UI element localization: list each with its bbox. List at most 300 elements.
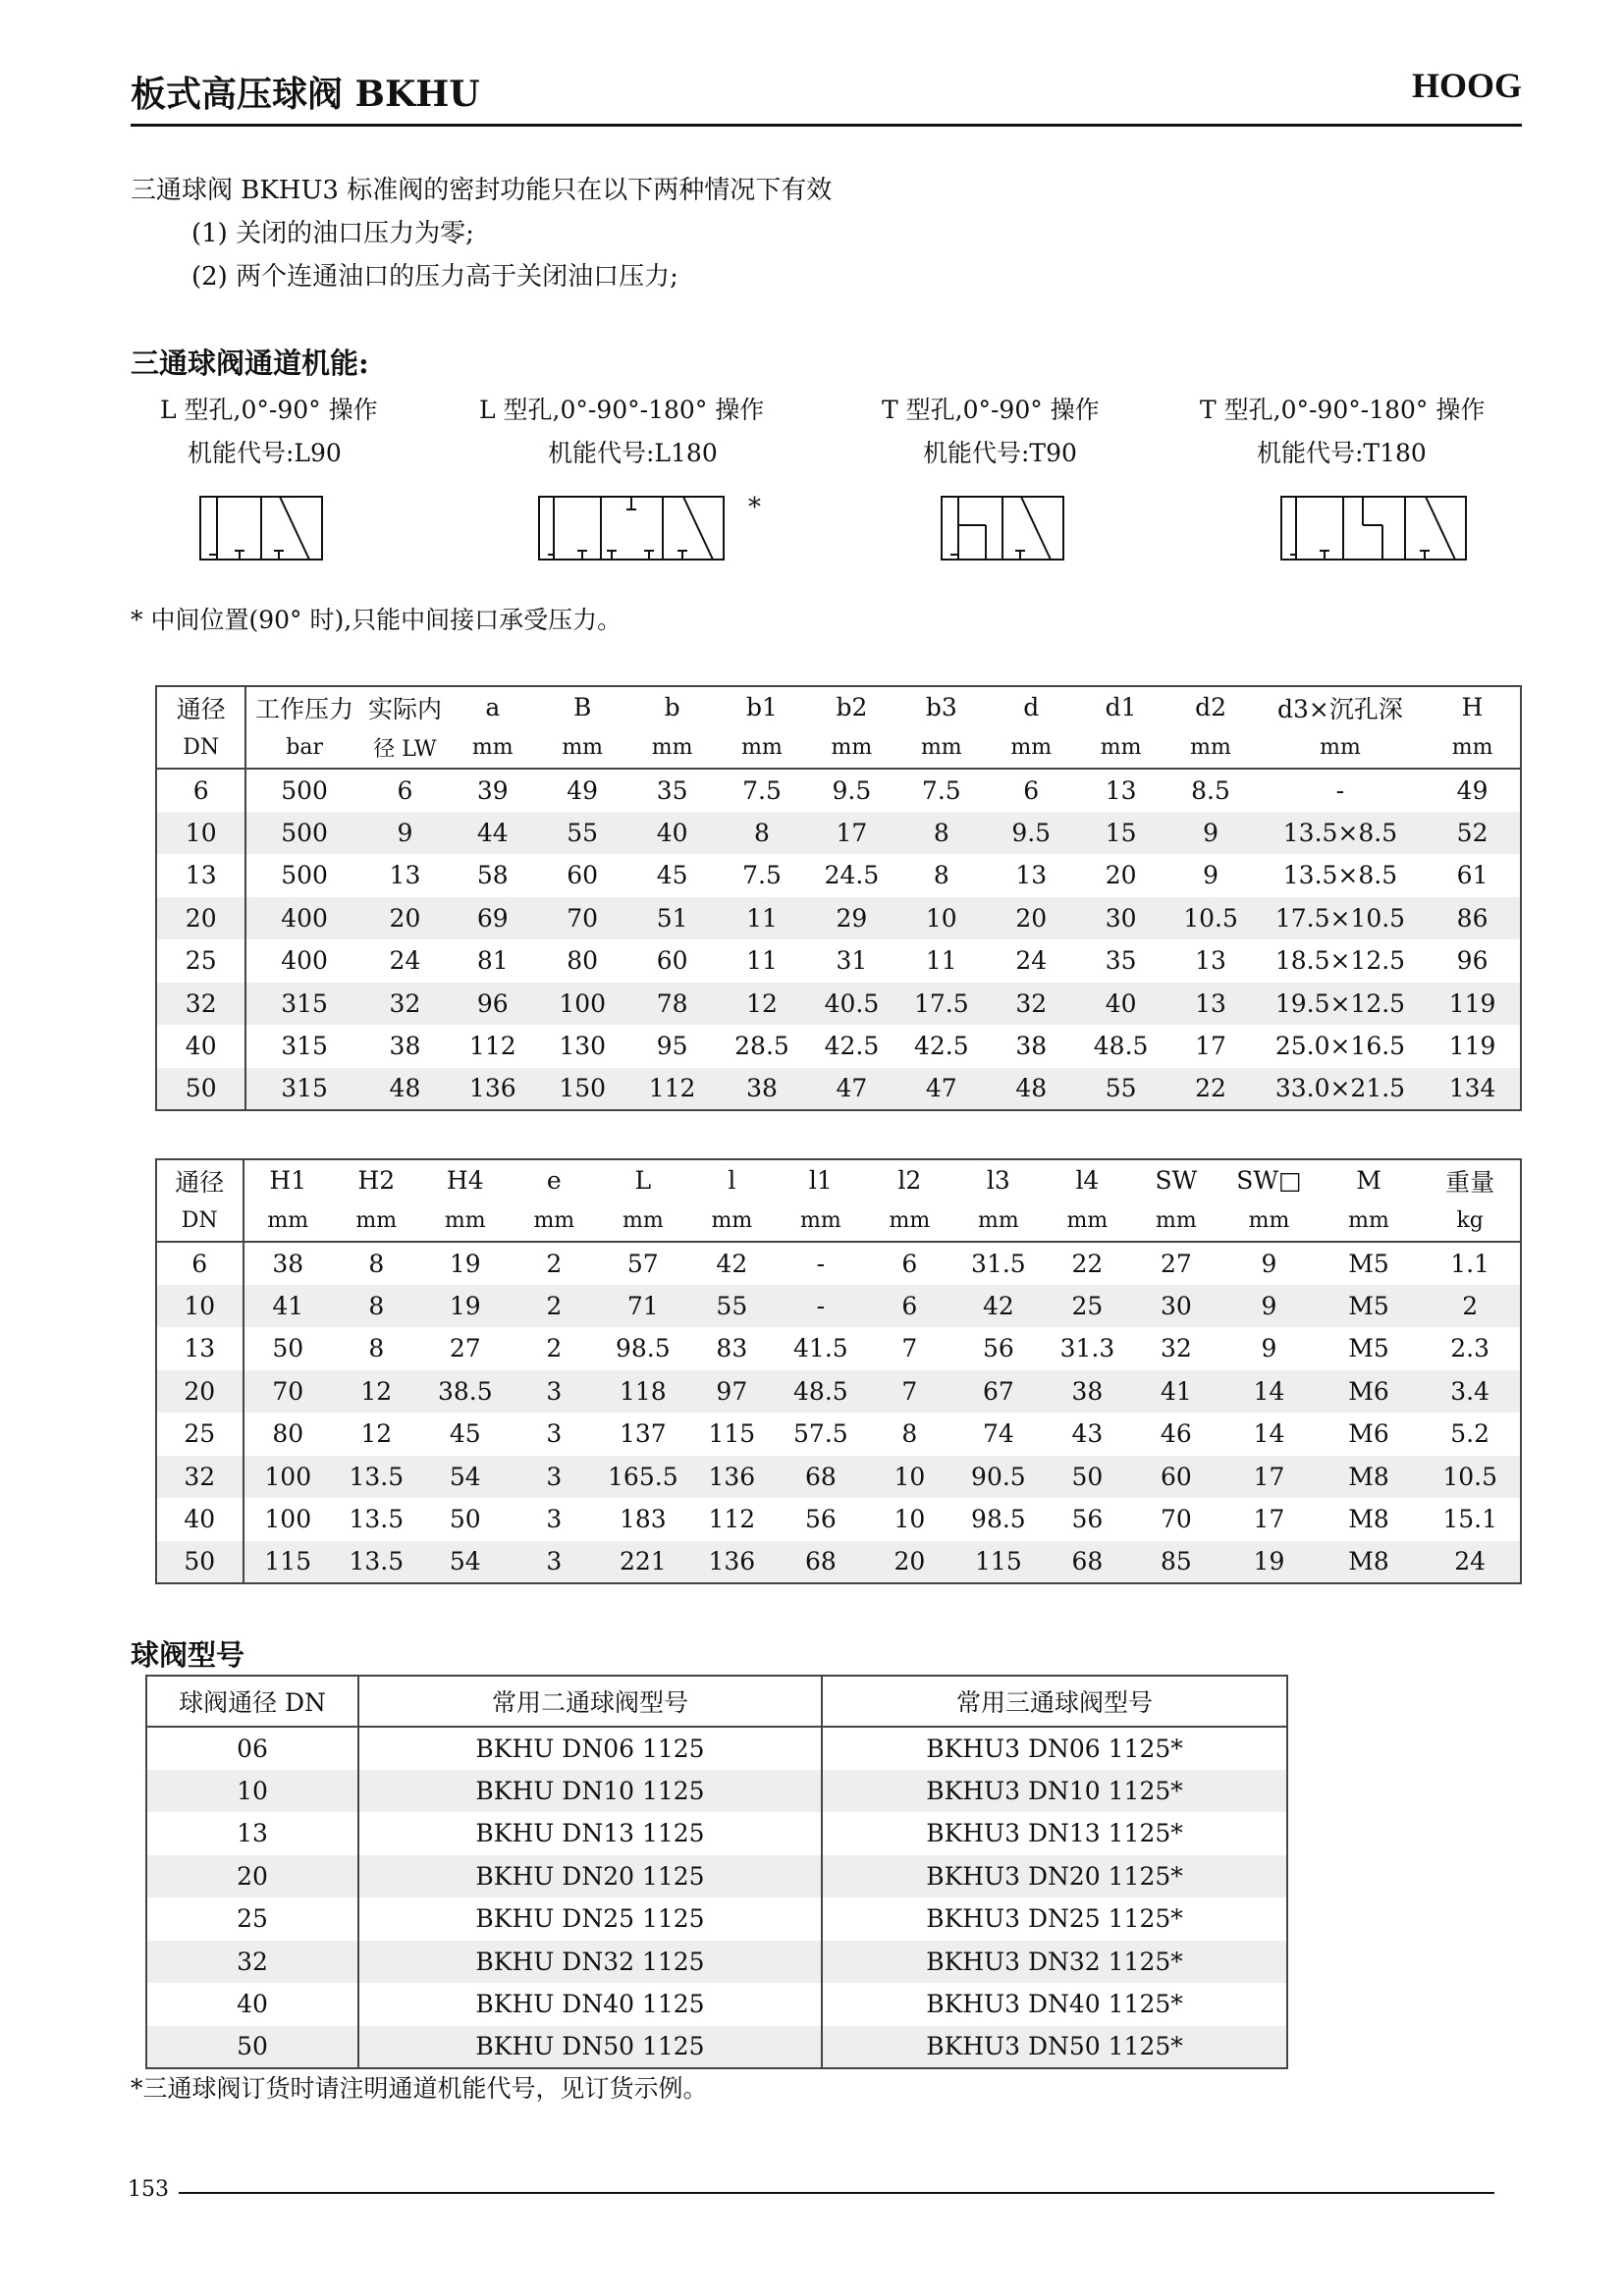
table-cell: 70 <box>567 903 599 933</box>
table-cell: 96 <box>1456 946 1489 976</box>
table-cell: 32 <box>1015 988 1048 1018</box>
table-cell: 13 <box>1105 775 1137 805</box>
table-row <box>156 812 1521 855</box>
unit-cell: mm <box>471 735 514 760</box>
unit-cell: bar <box>286 735 323 760</box>
valve-symbol-L90 <box>199 496 323 561</box>
table-unit-row <box>156 1201 1521 1242</box>
table-cell: 20 <box>389 903 421 933</box>
table-cell: 15 <box>1105 818 1137 847</box>
header-cell: H2 <box>357 1166 396 1195</box>
table-cell: 38 <box>1015 1032 1048 1061</box>
table-cell: 15.1 <box>1442 1505 1497 1534</box>
table-cell: 85 <box>1161 1547 1192 1576</box>
table-cell: 45 <box>449 1419 481 1449</box>
table-cell: 68 <box>804 1462 837 1491</box>
table-cell: 18.5×12.5 <box>1274 946 1406 976</box>
table-cell: BKHU3 DN32 1125* <box>926 1947 1183 1976</box>
table-cell: 112 <box>468 1032 516 1061</box>
table-cell: 400 <box>281 946 328 976</box>
table-cell: 42 <box>982 1291 1014 1320</box>
unit-cell: mm <box>1248 1208 1290 1233</box>
table-cell: 31.5 <box>971 1249 1026 1278</box>
table-cell: M6 <box>1348 1419 1389 1449</box>
table-row <box>146 1727 1287 1770</box>
table-cell: 10 <box>146 1770 358 1813</box>
table-cell: 50 <box>146 2026 358 2069</box>
table-cell: 13 <box>389 861 421 890</box>
table-cell: 81 <box>476 946 509 976</box>
unit-cell: mm <box>444 1208 486 1233</box>
table-cell: 9 <box>397 818 413 847</box>
table-cell: 8 <box>754 818 770 847</box>
page-number: 153 <box>128 2177 169 2202</box>
table-cell: 17.5 <box>913 988 969 1018</box>
table-cell: 13 <box>1015 861 1048 890</box>
header-cell: SW□ <box>1236 1166 1302 1195</box>
table-cell: 119 <box>1448 988 1496 1018</box>
table-cell: 50 <box>272 1334 304 1363</box>
table-cell: 130 <box>559 1032 607 1061</box>
table-row <box>156 897 1521 940</box>
unit-cell: mm <box>1066 1208 1109 1233</box>
table-cell: 7 <box>901 1334 918 1363</box>
header-cell: L <box>634 1166 652 1195</box>
table-cell: 137 <box>619 1419 667 1449</box>
table-cell: 38 <box>389 1032 421 1061</box>
table-row <box>156 1242 1521 1285</box>
valve-symbol-L180 <box>538 496 725 561</box>
valve-symbol-T180 <box>1280 496 1467 561</box>
table-cell: 11 <box>925 946 957 976</box>
table-cell: 119 <box>1448 1032 1496 1061</box>
table-cell: 70 <box>1161 1505 1192 1534</box>
table-cell: BKHU3 DN20 1125* <box>926 1861 1183 1891</box>
unit-cell: DN <box>156 1201 244 1242</box>
unit-cell: mm <box>711 1208 753 1233</box>
table-cell: 96 <box>476 988 509 1018</box>
table-row <box>156 1068 1521 1111</box>
model-table <box>145 1675 1288 2069</box>
table-cell: 56 <box>1071 1505 1104 1534</box>
table-cell: 13 <box>1195 946 1226 976</box>
table-row <box>156 1541 1521 1584</box>
table-cell: 57 <box>626 1249 659 1278</box>
table-row <box>156 1456 1521 1499</box>
function-code: 机能代号:L180 <box>548 439 718 467</box>
table-cell: 134 <box>1448 1074 1496 1103</box>
table-cell: 9 <box>1261 1249 1277 1278</box>
table-cell: M8 <box>1348 1547 1389 1576</box>
table-cell: 40 <box>656 818 688 847</box>
functions-heading: 三通球阀通道机能: <box>131 347 369 380</box>
table-cell: 10 <box>925 903 957 933</box>
unit-cell: mm <box>1190 735 1231 760</box>
table-cell: 3 <box>546 1505 563 1534</box>
table-cell: 69 <box>476 903 509 933</box>
table-cell: 115 <box>975 1547 1022 1576</box>
table-cell: 41 <box>1161 1376 1192 1406</box>
table-cell: 58 <box>476 861 509 890</box>
table-cell: BKHU3 DN10 1125* <box>926 1776 1183 1805</box>
table-cell: 49 <box>567 775 599 805</box>
table-cell: 28.5 <box>734 1032 789 1061</box>
table-cell: 6 <box>156 769 245 812</box>
table-cell: 12 <box>360 1376 393 1406</box>
table-cell: 78 <box>656 988 688 1018</box>
table-cell: 6 <box>901 1249 918 1278</box>
table-cell: 32 <box>156 1456 244 1499</box>
table-cell: 19 <box>449 1291 481 1320</box>
table-cell: 22 <box>1195 1074 1226 1103</box>
table-cell: 25.0×16.5 <box>1274 1032 1406 1061</box>
table-cell: 42 <box>716 1249 748 1278</box>
table-row <box>156 1498 1521 1541</box>
table-cell: 97 <box>716 1376 748 1406</box>
table-cell: 9.5 <box>1011 818 1052 847</box>
table-cell: 8 <box>933 818 949 847</box>
table-cell: 42.5 <box>824 1032 880 1061</box>
unit-cell: mm <box>267 1208 309 1233</box>
header-cell: b <box>664 693 680 721</box>
header-cell: l2 <box>897 1166 922 1195</box>
table-cell: 71 <box>626 1291 659 1320</box>
table-cell: 24 <box>1454 1547 1487 1576</box>
function-title: L 型孔,0°-90°-180° 操作 <box>479 396 765 424</box>
table-row <box>146 1855 1287 1898</box>
table-cell: 83 <box>716 1334 748 1363</box>
header-divider <box>131 124 1522 127</box>
table-cell: 38 <box>1071 1376 1104 1406</box>
table-cell: 500 <box>281 775 328 805</box>
table-cell: 6 <box>156 1242 244 1285</box>
header-cell: 常用二通球阀型号 <box>358 1676 822 1727</box>
header-cell: b2 <box>836 693 868 721</box>
header-cell: 通径 <box>156 686 245 727</box>
table-cell: 25 <box>156 1413 244 1456</box>
table-cell: 20 <box>893 1547 926 1576</box>
table-cell: 2 <box>1462 1291 1479 1320</box>
header-cell: M <box>1356 1166 1381 1195</box>
table-row <box>156 854 1521 897</box>
unit-cell: mm <box>741 735 783 760</box>
page-title: 板式高压球阀 BKHU <box>131 74 480 115</box>
table-cell: 56 <box>982 1334 1014 1363</box>
table-cell: 8 <box>368 1249 385 1278</box>
table-cell: 3 <box>546 1376 563 1406</box>
table-cell: 98.5 <box>971 1505 1026 1534</box>
table-cell: 100 <box>559 988 607 1018</box>
table-cell: 6 <box>901 1291 918 1320</box>
table-cell: 9.5 <box>832 775 872 805</box>
table-cell: 67 <box>982 1376 1014 1406</box>
table-cell: 112 <box>708 1505 756 1534</box>
table-cell: 68 <box>804 1547 837 1576</box>
unit-cell: mm <box>889 1208 931 1233</box>
table-cell: 29 <box>836 903 868 933</box>
table-cell: 47 <box>925 1074 957 1103</box>
table-cell: BKHU3 DN06 1125* <box>926 1734 1183 1763</box>
table-cell: 7.5 <box>742 775 782 805</box>
table-cell: 2 <box>546 1249 563 1278</box>
table-cell: 315 <box>281 988 328 1018</box>
table-cell: 7.5 <box>921 775 961 805</box>
table-cell: 112 <box>648 1074 696 1103</box>
table-cell: 5.2 <box>1450 1419 1490 1449</box>
unit-cell: mm <box>799 1208 841 1233</box>
header-cell: l <box>728 1166 736 1195</box>
unit-cell: mm <box>562 735 604 760</box>
table-cell: 35 <box>1105 946 1137 976</box>
table-cell: BKHU DN20 1125 <box>358 1855 822 1898</box>
header-cell: 实际内 <box>367 694 442 723</box>
table-cell: 32 <box>146 1941 358 1984</box>
function-title: T 型孔,0°-90° 操作 <box>882 396 1100 424</box>
header-cell: b3 <box>925 693 957 721</box>
table-cell: 115 <box>708 1419 756 1449</box>
table-cell: 12 <box>360 1419 393 1449</box>
header-cell: H1 <box>269 1166 307 1195</box>
table-cell: 115 <box>264 1547 312 1576</box>
table-cell: 44 <box>476 818 509 847</box>
models-heading: 球阀型号 <box>131 1638 245 1672</box>
table-cell: 24 <box>1015 946 1048 976</box>
unit-cell: mm <box>1156 1208 1197 1233</box>
intro-text <box>131 169 832 298</box>
table-cell: 60 <box>1161 1462 1192 1491</box>
unit-cell: mm <box>1100 735 1142 760</box>
table-row <box>156 1285 1521 1328</box>
brand-logo-text: HOOG <box>1411 66 1522 105</box>
table-cell: M8 <box>1348 1462 1389 1491</box>
function-T180 <box>1200 389 1485 475</box>
table-row <box>146 1983 1287 2026</box>
dimension-table-2 <box>155 1158 1522 1584</box>
table-cell: 9 <box>1203 818 1218 847</box>
table-cell: 61 <box>1456 861 1489 890</box>
header-cell: d2 <box>1195 693 1226 721</box>
table-cell: 100 <box>264 1505 312 1534</box>
unit-cell: mm <box>978 1208 1019 1233</box>
valve-symbol-T90 <box>941 496 1064 561</box>
header-cell: 球阀通径 DN <box>146 1676 358 1727</box>
table-cell: 17 <box>1253 1462 1285 1491</box>
table-cell: 46 <box>1161 1419 1192 1449</box>
table-cell: 100 <box>264 1462 312 1491</box>
table-cell: 9 <box>1203 861 1218 890</box>
table-cell: 38 <box>746 1074 778 1103</box>
table-cell: 54 <box>449 1462 481 1491</box>
table-cell: 13 <box>156 854 245 897</box>
table-cell: 55 <box>567 818 599 847</box>
table-cell: 10 <box>156 812 245 855</box>
table-cell: 3 <box>546 1462 563 1491</box>
unit-cell: mm <box>831 735 873 760</box>
table-cell: 8 <box>933 861 949 890</box>
table-cell: 3 <box>546 1547 563 1576</box>
table-cell: 47 <box>836 1074 868 1103</box>
table-cell: 2.3 <box>1450 1334 1490 1363</box>
table-cell: 39 <box>476 775 509 805</box>
unit-cell: mm <box>533 1208 575 1233</box>
table-cell: 24 <box>389 946 421 976</box>
table-cell: BKHU DN25 1125 <box>358 1897 822 1941</box>
table-cell: 17 <box>1253 1505 1285 1534</box>
header-cell: H <box>1461 693 1484 721</box>
function-code: 机能代号:T180 <box>1257 439 1427 467</box>
function-L90 <box>160 389 378 475</box>
header-cell: d <box>1023 693 1040 721</box>
function-T90 <box>882 389 1100 475</box>
table-unit-row <box>156 727 1521 769</box>
table-cell: 40.5 <box>824 988 880 1018</box>
table-cell: 315 <box>281 1074 328 1103</box>
table-cell: 40 <box>156 1498 244 1541</box>
table-cell: 80 <box>567 946 599 976</box>
header-cell: B <box>573 693 592 721</box>
table-cell: 2 <box>546 1291 563 1320</box>
header-cell: l3 <box>986 1166 1010 1195</box>
unit-cell: mm <box>622 1208 664 1233</box>
table-cell: 13.5 <box>349 1547 405 1576</box>
table-cell: 13.5 <box>349 1462 405 1491</box>
models-footnote: *三通球阀订货时请注明通道机能代号，见订货示例。 <box>131 2074 708 2103</box>
table-cell: 8 <box>901 1419 918 1449</box>
table-cell: 13.5×8.5 <box>1282 861 1398 890</box>
table-cell: 74 <box>982 1419 1014 1449</box>
unit-cell: mm <box>651 735 693 760</box>
table-cell: 49 <box>1456 775 1489 805</box>
intro-item-2: (2) 两个连通油口的压力高于关闭油口压力; <box>191 262 678 292</box>
table-cell: BKHU DN10 1125 <box>358 1770 822 1813</box>
table-cell: 60 <box>567 861 599 890</box>
table-cell: 6 <box>1023 775 1040 805</box>
table-cell: 20 <box>1015 903 1048 933</box>
table-cell: 11 <box>746 903 778 933</box>
table-cell: 43 <box>1071 1419 1104 1449</box>
table-cell: BKHU3 DN25 1125* <box>926 1904 1183 1934</box>
table-cell: 32 <box>156 983 245 1026</box>
table-cell: M5 <box>1348 1249 1389 1278</box>
unit-cell: kg <box>1456 1208 1484 1233</box>
table-cell: BKHU DN06 1125 <box>358 1727 822 1770</box>
footer-divider <box>179 2192 1494 2194</box>
table-cell: 50 <box>156 1068 245 1111</box>
table-cell: 57.5 <box>793 1419 848 1449</box>
table-cell: 50 <box>1071 1462 1104 1491</box>
unit-cell: mm <box>1348 1208 1389 1233</box>
table-cell: 9 <box>1261 1291 1277 1320</box>
table-cell: 40 <box>1105 988 1137 1018</box>
table-cell: 12 <box>746 988 778 1018</box>
dimension-table-1 <box>155 685 1522 1111</box>
unit-cell: 径 LW <box>373 737 437 762</box>
table-cell: 70 <box>272 1376 304 1406</box>
table-cell: 315 <box>281 1032 328 1061</box>
table-cell: - <box>816 1291 826 1320</box>
table-cell: 80 <box>272 1419 304 1449</box>
table-cell: 400 <box>281 903 328 933</box>
table-cell: 22 <box>1071 1249 1104 1278</box>
table-cell: 13.5×8.5 <box>1282 818 1398 847</box>
table-cell: 17.5×10.5 <box>1274 903 1406 933</box>
table-row <box>156 1413 1521 1456</box>
table-cell: BKHU DN50 1125 <box>358 2026 822 2069</box>
table-cell: - <box>1335 775 1345 805</box>
table-cell: 48.5 <box>1093 1032 1149 1061</box>
table-row <box>156 983 1521 1026</box>
table-cell: BKHU3 DN40 1125* <box>926 1990 1183 2019</box>
table-cell: 17 <box>1195 1032 1226 1061</box>
table-cell: 13 <box>156 1327 244 1370</box>
table-cell: 40 <box>146 1983 358 2026</box>
table-cell: 56 <box>804 1505 837 1534</box>
table-cell: 48.5 <box>793 1376 848 1406</box>
table-cell: 30 <box>1105 903 1137 933</box>
table-cell: 30 <box>1161 1291 1192 1320</box>
table-cell: - <box>816 1249 826 1278</box>
unit-cell: mm <box>1320 735 1361 760</box>
header-cell: 重量 <box>1445 1167 1495 1197</box>
table-cell: 86 <box>1456 903 1489 933</box>
table-cell: 45 <box>656 861 688 890</box>
table-cell: 41 <box>272 1291 304 1320</box>
function-title: L 型孔,0°-90° 操作 <box>160 396 378 424</box>
function-title: T 型孔,0°-90°-180° 操作 <box>1200 396 1486 424</box>
table-cell: 8 <box>368 1334 385 1363</box>
table-cell: 27 <box>449 1334 481 1363</box>
table-cell: 2 <box>546 1334 563 1363</box>
header-cell: SW <box>1155 1166 1198 1195</box>
table-cell: 38 <box>272 1249 304 1278</box>
table-cell: 136 <box>468 1074 516 1103</box>
unit-cell: mm <box>1451 735 1493 760</box>
table-cell: 38.5 <box>437 1376 493 1406</box>
table-cell: 31 <box>836 946 868 976</box>
header-cell: 工作压力 <box>255 694 354 723</box>
table-cell: 20 <box>156 897 245 940</box>
table-row <box>156 939 1521 983</box>
table-cell: 50 <box>156 1541 244 1584</box>
table-cell: 19.5×12.5 <box>1274 988 1406 1018</box>
table-row <box>156 1370 1521 1414</box>
table-cell: 7.5 <box>742 861 782 890</box>
unit-cell: mm <box>355 1208 398 1233</box>
table-cell: 48 <box>1015 1074 1048 1103</box>
table-cell: 19 <box>449 1249 481 1278</box>
unit-cell: DN <box>156 727 245 769</box>
table-cell: 42.5 <box>913 1032 969 1061</box>
table-cell: M5 <box>1348 1291 1389 1320</box>
table-cell: 32 <box>389 988 421 1018</box>
table-cell: 3.4 <box>1450 1376 1490 1406</box>
table-cell: 136 <box>708 1462 756 1491</box>
table-cell: BKHU DN40 1125 <box>358 1983 822 2026</box>
table-cell: 55 <box>716 1291 748 1320</box>
table-cell: 48 <box>389 1074 421 1103</box>
table-cell: 8.5 <box>1191 775 1230 805</box>
table-cell: 7 <box>901 1376 918 1406</box>
table-cell: 54 <box>449 1547 481 1576</box>
table-cell: 17 <box>836 818 868 847</box>
table-cell: 90.5 <box>971 1462 1026 1491</box>
table-cell: 183 <box>619 1505 667 1534</box>
table-row <box>156 1025 1521 1068</box>
table-cell: 33.0×21.5 <box>1274 1074 1406 1103</box>
table-cell: 40 <box>156 1025 245 1068</box>
header-cell: 常用三通球阀型号 <box>955 1688 1153 1717</box>
table-cell: 10 <box>893 1505 926 1534</box>
